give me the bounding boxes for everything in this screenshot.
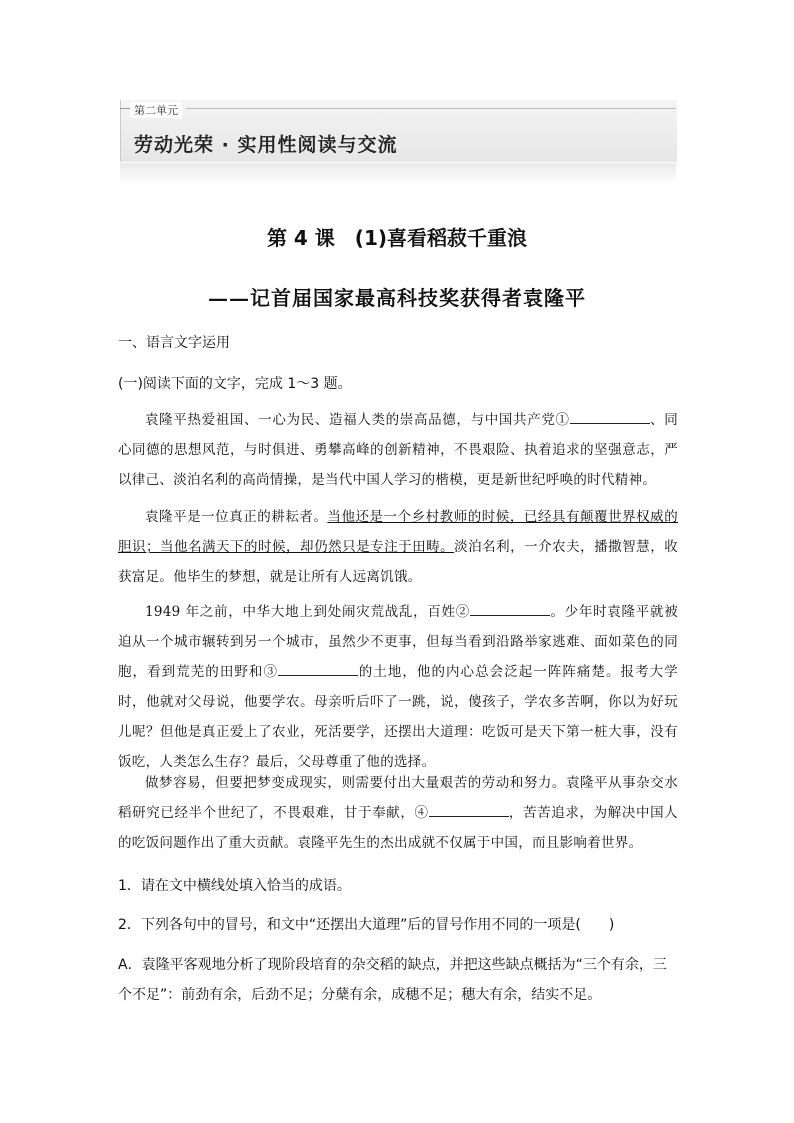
paragraph-2-underlined-text: 当他还是一个乡村教师的时候，已经具有颠覆世界权威的胆识；当他名满天下的时候，却仍然只是专注于田畴。 xyxy=(118,509,678,555)
paragraph-3-text-c: 的土地，他的内心总会泛起一阵阵痛楚。报考大学时，他就对父母说，他要学农。母亲听后吓了一跳，说，傻孩子，学农多苦啊，你以为好玩儿呢？但他是真正爱上了农业，死活要学，还摆出大道理：吃饭可是天下第一桩大事，没有饭吃，人类怎么生存？最后，父母尊重了他的选择。 xyxy=(118,664,678,770)
paragraph-3 xyxy=(118,597,678,777)
lesson-title: 第 4 课 (1)喜看稻菽千重浪 xyxy=(266,226,528,250)
blank-1[interactable] xyxy=(570,409,650,424)
question-1: 1．请在文中横线处填入恰当的成语。 xyxy=(118,878,351,894)
paragraph-4-text-b: ，苦苦追求，为解决中国人的吃饭问题作出了重大贡献。袁隆平先生的杰出成就不仅属于中国，而且影响着世界。 xyxy=(118,805,678,851)
unit-title: 劳动光荣 · 实用性阅读与交流 xyxy=(134,134,398,156)
paragraph-3-text-b: 。少年时袁隆平就被迫从一个城市辗转到另一个城市，虽然少不更事，但每当看到沿路举家逃难、面如菜色的同胞，看到荒芜的田野和③ xyxy=(118,604,678,680)
blank-2[interactable] xyxy=(470,601,550,616)
paragraph-1 xyxy=(118,405,678,495)
unit-header-shadow xyxy=(120,163,676,185)
paragraph-1-text-b: 、同心同德的思想风范，与时俱进、勇攀高峰的创新精神，不畏艰险、执着追求的坚强意志，严以律己、淡泊名利的高尚情操，是当代中国人学习的楷模，更是新世纪呼唤的时代精神。 xyxy=(118,412,678,488)
paragraph-2-text-a: 袁隆平是一位真正的耕耘者。 xyxy=(145,509,328,525)
lesson-subtitle: ——记首届国家最高科技奖获得者袁隆平 xyxy=(208,286,586,310)
question-2: 2．下列各句中的冒号，和文中“还摆出大道理”后的冒号作用不同的一项是( ) xyxy=(118,917,615,933)
blank-3[interactable] xyxy=(278,661,358,676)
unit-header-line xyxy=(186,108,676,109)
paragraph-4-text-a: 做梦容易，但要把梦变成现实，则需要付出大量艰苦的劳动和努力。袁隆平从事杂交水稻研究已经半个世纪了，不畏艰难，甘于奉献，④ xyxy=(118,775,678,821)
unit-header-tick xyxy=(120,108,130,109)
paragraph-4 xyxy=(118,768,678,858)
unit-label: 第二单元 xyxy=(130,102,182,118)
section-heading: 一、语言文字运用 xyxy=(118,335,230,351)
reading-instruction: (一)阅读下面的文字，完成 1～3 题。 xyxy=(118,376,352,392)
paragraph-1-text-a: 袁隆平热爱祖国、一心为民、造福人类的崇高品德，与中国共产党① xyxy=(145,412,570,428)
question-2-option-a: A．袁隆平客观地分析了现阶段培育的杂交稻的缺点，并把这些缺点概括为“三个有余，三个不足”：前劲有余，后劲不足；分蘖有余，成穗不足；穗大有余，结实不足。 xyxy=(118,957,667,1003)
paragraph-3-text-a: 1949 年之前，中华大地上到处闹灾荒战乱，百姓② xyxy=(145,604,470,620)
paragraph-2 xyxy=(118,502,678,592)
blank-4[interactable] xyxy=(429,802,509,817)
paragraph-2-text-b: 淡泊名利，一介农夫，播撒智慧，收获富足。他毕生的梦想，就是让所有人远离饥饿。 xyxy=(118,539,678,585)
